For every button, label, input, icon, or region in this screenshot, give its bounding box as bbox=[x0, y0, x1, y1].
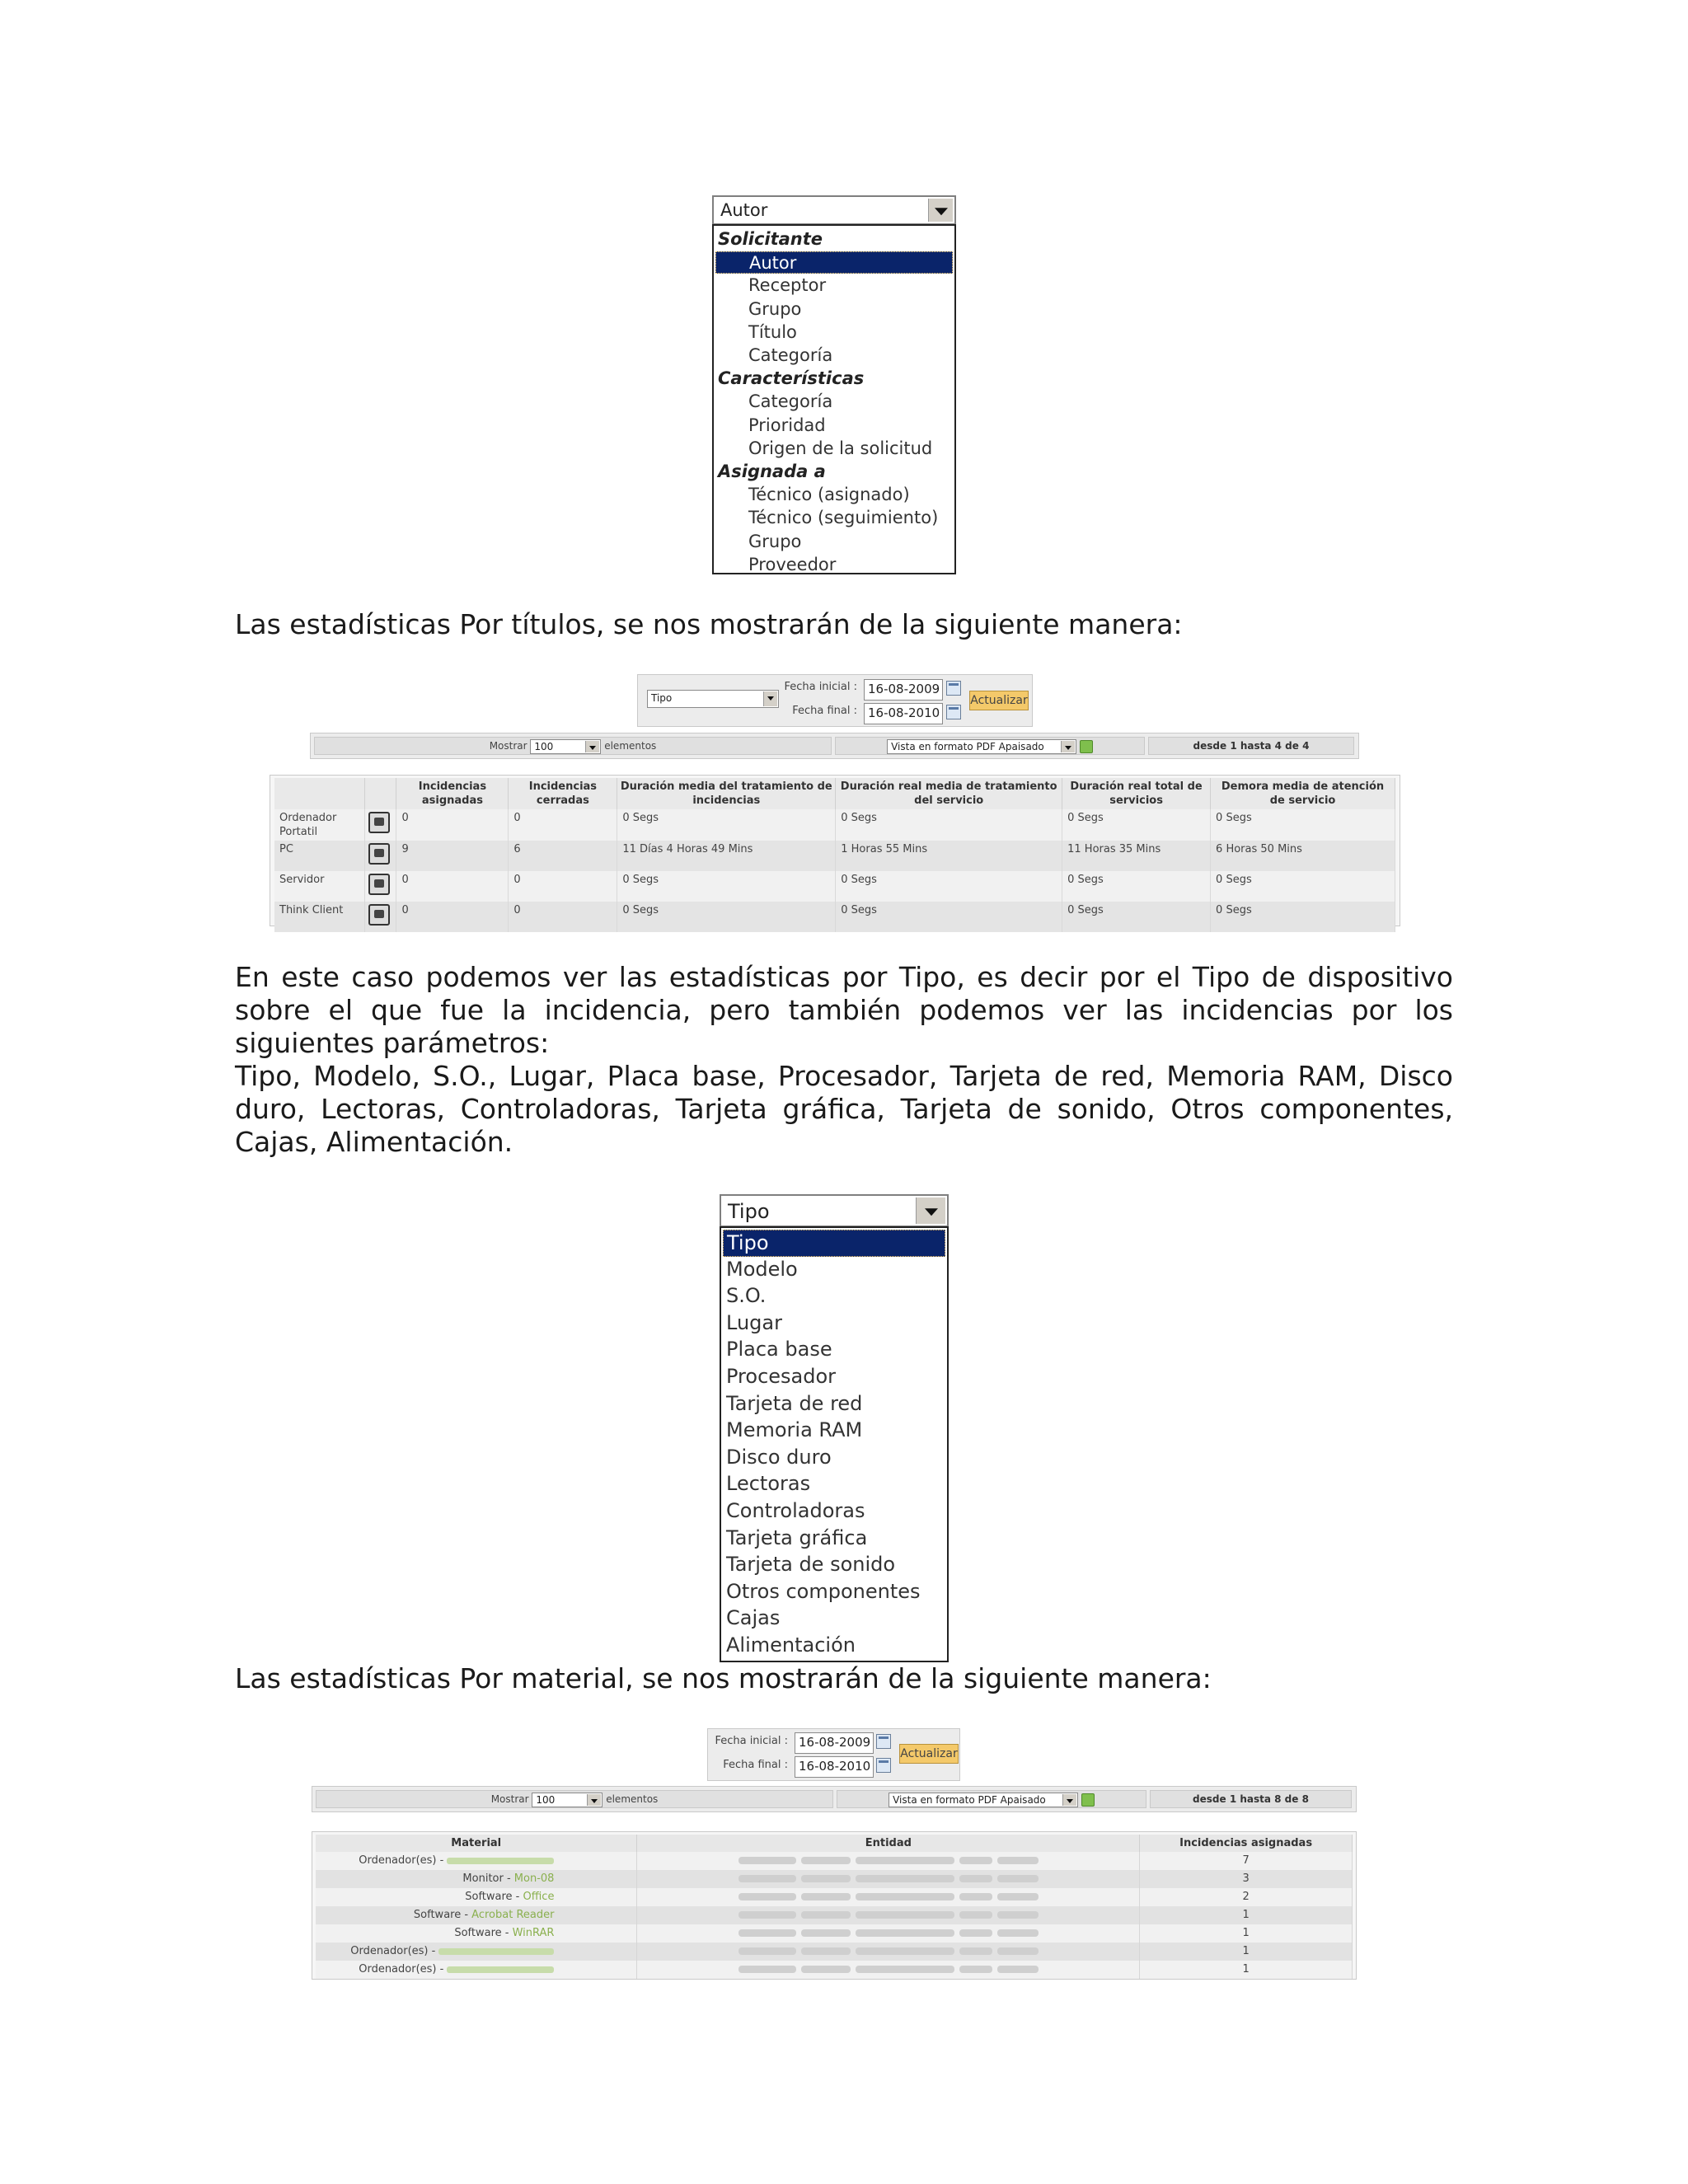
column-header: Incidencias asignadas bbox=[1140, 1835, 1353, 1852]
material-name[interactable]: Mon-08 bbox=[513, 1872, 555, 1885]
row-label: PC bbox=[274, 841, 365, 871]
dropdown-option[interactable]: Controladoras bbox=[726, 1499, 865, 1522]
table-cell: 9 bbox=[396, 841, 509, 871]
redacted-entity bbox=[856, 1929, 954, 1937]
export-go-icon[interactable] bbox=[1081, 1793, 1095, 1807]
entity-cell bbox=[637, 1888, 1140, 1906]
paragraph-line: Tipo, Modelo, S.O., Lugar, Placa base, Procesador, Tarjeta de red, Memoria RAM, Disco bbox=[235, 1060, 1453, 1092]
material-name[interactable]: Acrobat Reader bbox=[471, 1909, 555, 1921]
material-type: Software - bbox=[454, 1927, 513, 1939]
chevron-down-icon[interactable] bbox=[928, 199, 953, 222]
table-row bbox=[316, 1943, 1353, 1961]
material-cell bbox=[316, 1943, 637, 1961]
update-button[interactable]: Actualizar bbox=[969, 691, 1029, 710]
page-size-value: 100 bbox=[534, 740, 554, 752]
table-cell: 0 bbox=[396, 871, 509, 902]
chevron-down-icon[interactable] bbox=[916, 1197, 945, 1224]
redacted-entity bbox=[856, 1911, 954, 1919]
edit-icon[interactable] bbox=[368, 843, 390, 865]
count-cell: 7 bbox=[1140, 1852, 1353, 1870]
redacted-entity bbox=[801, 1929, 851, 1937]
calendar-icon[interactable] bbox=[876, 1758, 891, 1773]
mostrar-label: Mostrar bbox=[489, 740, 528, 752]
chevron-down-icon[interactable] bbox=[763, 691, 777, 706]
redacted-name bbox=[438, 1948, 554, 1955]
material-type: Ordenador(es) - bbox=[359, 1963, 448, 1975]
dropdown-option[interactable]: Título bbox=[748, 321, 797, 342]
material-table bbox=[316, 1835, 1353, 1979]
mostrar-label: Mostrar bbox=[490, 1793, 529, 1805]
type-dropdown-value: Tipo bbox=[728, 1200, 770, 1223]
material-cell bbox=[316, 1870, 637, 1888]
redacted-entity bbox=[801, 1875, 851, 1882]
material-type: Software - bbox=[413, 1909, 472, 1921]
redacted-entity bbox=[959, 1911, 992, 1919]
table-cell: 0 Segs bbox=[836, 871, 1062, 902]
dropdown-option[interactable]: Tarjeta gráfica bbox=[726, 1526, 868, 1549]
page-size-value: 100 bbox=[536, 1793, 556, 1806]
table-cell: 0 Segs bbox=[617, 809, 836, 841]
fecha-final-input[interactable]: 16-08-2010 bbox=[864, 703, 943, 724]
material-type: Ordenador(es) - bbox=[359, 1854, 448, 1867]
table-cell: 0 Segs bbox=[617, 871, 836, 902]
range-cell bbox=[1148, 737, 1354, 755]
page-size-select[interactable] bbox=[530, 739, 601, 754]
dropdown-option[interactable]: Placa base bbox=[726, 1338, 832, 1361]
dropdown-option[interactable]: S.O. bbox=[726, 1284, 767, 1308]
option-group-label: Asignada a bbox=[718, 462, 826, 481]
edit-icon[interactable] bbox=[368, 874, 390, 895]
table-row bbox=[316, 1888, 1353, 1906]
dropdown-option[interactable]: Origen de la solicitud bbox=[748, 438, 933, 458]
elementos-label: elementos bbox=[604, 740, 657, 752]
column-header: Duración real media de tratamiento del servicio bbox=[836, 778, 1062, 809]
author-dropdown-list bbox=[712, 224, 956, 574]
dropdown-option[interactable]: Grupo bbox=[748, 531, 802, 551]
column-header: Entidad bbox=[637, 1835, 1140, 1852]
option-group-label: Características bbox=[718, 368, 865, 389]
redacted-entity bbox=[801, 1857, 851, 1864]
redacted-entity bbox=[997, 1911, 1039, 1919]
column-header: Incidencias asignadas bbox=[396, 778, 509, 809]
type-select-value: Tipo bbox=[651, 692, 673, 704]
redacted-entity bbox=[738, 1875, 796, 1882]
table-cell: 0 Segs bbox=[617, 902, 836, 932]
redacted-entity bbox=[997, 1947, 1039, 1955]
dropdown-option[interactable]: Técnico (seguimiento) bbox=[748, 508, 939, 528]
author-select-value: Autor bbox=[720, 200, 768, 220]
author-dropdown[interactable] bbox=[712, 195, 956, 574]
export-format-select[interactable] bbox=[889, 1793, 1078, 1807]
column-header: Duración media del tratamiento de incidencias bbox=[617, 778, 836, 809]
chevron-down-icon[interactable] bbox=[587, 1794, 601, 1806]
table-cell: 0 Segs bbox=[836, 809, 1062, 841]
fecha-inicial-input[interactable]: 16-08-2009 bbox=[864, 679, 943, 701]
table-cell: 0 Segs bbox=[836, 902, 1062, 932]
dropdown-option[interactable]: Memoria RAM bbox=[726, 1418, 863, 1442]
type-dropdown-list bbox=[720, 1226, 949, 1662]
calendar-icon[interactable] bbox=[876, 1734, 891, 1749]
column-header: Incidencias cerradas bbox=[509, 778, 617, 809]
paragraph-text: Las estadísticas Por material, se nos mostrarán de la siguiente manera: bbox=[235, 1662, 1212, 1694]
count-cell: 3 bbox=[1140, 1870, 1353, 1888]
type-dropdown[interactable] bbox=[720, 1194, 949, 1662]
type-select[interactable] bbox=[647, 690, 779, 708]
dropdown-option[interactable]: Otros componentes bbox=[726, 1579, 921, 1603]
count-cell: 1 bbox=[1140, 1961, 1353, 1979]
table-row bbox=[274, 871, 1395, 902]
entity-cell bbox=[637, 1906, 1140, 1924]
redacted-entity bbox=[959, 1857, 992, 1864]
range-cell bbox=[1150, 1790, 1352, 1808]
chevron-down-icon[interactable] bbox=[1061, 741, 1075, 752]
dropdown-option[interactable]: Proveedor bbox=[748, 554, 837, 574]
table-cell: 0 Segs bbox=[1062, 871, 1211, 902]
dropdown-option[interactable]: Procesador bbox=[726, 1365, 837, 1388]
redacted-entity bbox=[959, 1893, 992, 1900]
column-header: Duración real total de servicios bbox=[1062, 778, 1211, 809]
fecha-final-label: Fecha final : bbox=[792, 705, 857, 717]
table-row bbox=[316, 1870, 1353, 1888]
fecha-final-input[interactable]: 16-08-2010 bbox=[795, 1756, 874, 1778]
dropdown-option[interactable]: Categoría bbox=[748, 345, 833, 365]
page-size-select[interactable] bbox=[532, 1793, 603, 1807]
dropdown-option[interactable]: Cajas bbox=[726, 1606, 781, 1630]
export-format-value: Vista en formato PDF Apaisado bbox=[891, 740, 1044, 752]
material-name[interactable]: WinRAR bbox=[512, 1927, 555, 1939]
paragraph-line: sobre el que fue la incidencia, pero también podemos ver las incidencias por los bbox=[235, 994, 1453, 1026]
count-cell: 1 bbox=[1140, 1943, 1353, 1961]
redacted-entity bbox=[801, 1893, 851, 1900]
count-cell: 1 bbox=[1140, 1906, 1353, 1924]
redacted-entity bbox=[959, 1875, 992, 1882]
export-format-select[interactable] bbox=[887, 739, 1076, 754]
redacted-entity bbox=[738, 1947, 796, 1955]
table-row bbox=[316, 1924, 1353, 1943]
material-cell bbox=[316, 1906, 637, 1924]
dropdown-option[interactable]: Grupo bbox=[748, 298, 802, 319]
table-cell: 0 bbox=[509, 809, 617, 841]
table-cell: 0 Segs bbox=[1062, 902, 1211, 932]
column-header: Demora media de atención de servicio bbox=[1211, 778, 1395, 809]
redacted-entity bbox=[856, 1857, 954, 1864]
dropdown-option[interactable]: Lectoras bbox=[726, 1472, 811, 1496]
column-header bbox=[274, 778, 365, 809]
type-dropdown-select[interactable] bbox=[720, 1194, 949, 1227]
table-row bbox=[274, 902, 1395, 932]
export-format-value: Vista en formato PDF Apaisado bbox=[893, 1793, 1046, 1806]
column-header: Material bbox=[316, 1835, 637, 1852]
redacted-entity bbox=[997, 1857, 1039, 1864]
edit-icon[interactable] bbox=[368, 812, 390, 833]
material-type: Monitor - bbox=[462, 1872, 514, 1885]
range-text: desde 1 hasta 8 de 8 bbox=[1193, 1793, 1309, 1805]
table-cell: 0 bbox=[396, 809, 509, 841]
calendar-icon[interactable] bbox=[946, 681, 961, 696]
table-cell: 11 Horas 35 Mins bbox=[1062, 841, 1211, 871]
fecha-inicial-label: Fecha inicial : bbox=[715, 1735, 788, 1747]
dropdown-option[interactable]: Tarjeta de sonido bbox=[726, 1553, 896, 1577]
redacted-entity bbox=[856, 1875, 954, 1882]
dropdown-option[interactable]: Alimentación bbox=[726, 1633, 856, 1657]
entity-cell bbox=[637, 1870, 1140, 1888]
table-cell: 0 bbox=[396, 902, 509, 932]
redacted-entity bbox=[959, 1929, 992, 1937]
redacted-entity bbox=[856, 1893, 954, 1900]
redacted-entity bbox=[738, 1966, 796, 1973]
update-button[interactable]: Actualizar bbox=[899, 1744, 959, 1764]
dropdown-option[interactable]: Categoría bbox=[748, 391, 833, 412]
count-cell: 2 bbox=[1140, 1888, 1353, 1906]
fecha-inicial-label: Fecha inicial : bbox=[784, 681, 857, 693]
redacted-entity bbox=[801, 1966, 851, 1973]
paragraph-text: Las estadísticas Por títulos, se nos mostrarán de la siguiente manera: bbox=[235, 608, 1183, 640]
export-cell bbox=[837, 1790, 1146, 1808]
table-cell: 0 bbox=[509, 871, 617, 902]
redacted-entity bbox=[738, 1911, 796, 1919]
chevron-down-icon[interactable] bbox=[585, 741, 599, 752]
count-cell: 1 bbox=[1140, 1924, 1353, 1943]
material-name[interactable]: Office bbox=[523, 1891, 555, 1903]
option-group-label: Solicitante bbox=[718, 229, 823, 249]
chevron-down-icon[interactable] bbox=[1062, 1794, 1076, 1806]
redacted-entity bbox=[801, 1947, 851, 1955]
table-cell: 0 Segs bbox=[1211, 902, 1395, 932]
stats-table bbox=[274, 778, 1395, 932]
redacted-entity bbox=[997, 1929, 1039, 1937]
dropdown-option[interactable]: Disco duro bbox=[726, 1445, 832, 1469]
redacted-name bbox=[447, 1966, 554, 1973]
table-row bbox=[274, 841, 1395, 871]
elementos-label: elementos bbox=[606, 1793, 659, 1805]
paragraph-line: En este caso podemos ver las estadísticas por Tipo, es decir por el Tipo de dispositivo bbox=[235, 961, 1453, 993]
table-cell: 1 Horas 55 Mins bbox=[836, 841, 1062, 871]
dropdown-option[interactable]: Tarjeta de red bbox=[726, 1391, 863, 1415]
fecha-final-label: Fecha final : bbox=[723, 1759, 788, 1771]
paragraph-line: siguientes parámetros: bbox=[235, 1027, 550, 1059]
paragraph-line: duro, Lectoras, Controladoras, Tarjeta gráfica, Tarjeta de sonido, Otros componentes, bbox=[235, 1093, 1453, 1125]
redacted-entity bbox=[959, 1947, 992, 1955]
fecha-inicial-input[interactable]: 16-08-2009 bbox=[795, 1732, 874, 1754]
row-label: Think Client bbox=[274, 902, 365, 932]
dropdown-option[interactable]: Modelo bbox=[726, 1257, 798, 1281]
calendar-icon[interactable] bbox=[946, 705, 961, 719]
redacted-entity bbox=[856, 1947, 954, 1955]
author-select[interactable] bbox=[712, 195, 956, 225]
redacted-entity bbox=[801, 1911, 851, 1919]
table-cell: 0 Segs bbox=[1062, 809, 1211, 841]
paragraph-line: Cajas, Alimentación. bbox=[235, 1126, 513, 1158]
dropdown-option[interactable]: Tipo bbox=[723, 1230, 945, 1257]
entity-cell bbox=[637, 1924, 1140, 1943]
table-row bbox=[316, 1906, 1353, 1924]
range-text: desde 1 hasta 4 de 4 bbox=[1193, 740, 1310, 752]
mostrar-cell bbox=[314, 737, 832, 755]
redacted-entity bbox=[997, 1875, 1039, 1882]
edit-cell bbox=[365, 871, 396, 902]
material-cell bbox=[316, 1888, 637, 1906]
dropdown-option[interactable]: Autor bbox=[715, 251, 953, 274]
entity-cell bbox=[637, 1943, 1140, 1961]
entity-cell bbox=[637, 1961, 1140, 1979]
paragraph-por-titulos bbox=[235, 608, 1453, 641]
redacted-entity bbox=[738, 1893, 796, 1900]
table-cell: 11 Días 4 Horas 49 Mins bbox=[617, 841, 836, 871]
export-cell bbox=[835, 737, 1145, 755]
redacted-entity bbox=[738, 1929, 796, 1937]
redacted-entity bbox=[856, 1966, 954, 1973]
table-cell: 6 Horas 50 Mins bbox=[1211, 841, 1395, 871]
paragraph-por-material bbox=[235, 1662, 1453, 1695]
table-cell: 0 Segs bbox=[1211, 809, 1395, 841]
column-header bbox=[365, 778, 396, 809]
redacted-entity bbox=[959, 1966, 992, 1973]
dropdown-option[interactable]: Lugar bbox=[726, 1310, 782, 1334]
table-row bbox=[316, 1852, 1353, 1870]
material-cell bbox=[316, 1924, 637, 1943]
row-label: Ordenador Portatil bbox=[274, 809, 365, 841]
table-cell: 0 Segs bbox=[1211, 871, 1395, 902]
edit-cell bbox=[365, 902, 396, 932]
mostrar-cell bbox=[316, 1790, 833, 1808]
table-cell: 0 bbox=[509, 902, 617, 932]
dropdown-option[interactable]: Técnico (asignado) bbox=[748, 485, 910, 505]
edit-cell bbox=[365, 841, 396, 871]
redacted-entity bbox=[738, 1857, 796, 1864]
redacted-name bbox=[447, 1858, 554, 1864]
table-cell: 6 bbox=[509, 841, 617, 871]
paragraph-parametros bbox=[235, 961, 1453, 1159]
edit-cell bbox=[365, 809, 396, 841]
dropdown-option[interactable]: Prioridad bbox=[748, 415, 826, 435]
row-label: Servidor bbox=[274, 871, 365, 902]
table-row bbox=[316, 1961, 1353, 1979]
dropdown-option[interactable]: Receptor bbox=[748, 275, 827, 296]
edit-icon[interactable] bbox=[368, 904, 390, 926]
material-type: Software - bbox=[465, 1891, 523, 1903]
redacted-entity bbox=[997, 1966, 1039, 1973]
table-row bbox=[274, 809, 1395, 841]
entity-cell bbox=[637, 1852, 1140, 1870]
export-go-icon[interactable] bbox=[1080, 740, 1093, 753]
material-cell bbox=[316, 1961, 637, 1979]
redacted-entity bbox=[997, 1893, 1039, 1900]
material-type: Ordenador(es) - bbox=[350, 1945, 439, 1957]
material-cell bbox=[316, 1852, 637, 1870]
